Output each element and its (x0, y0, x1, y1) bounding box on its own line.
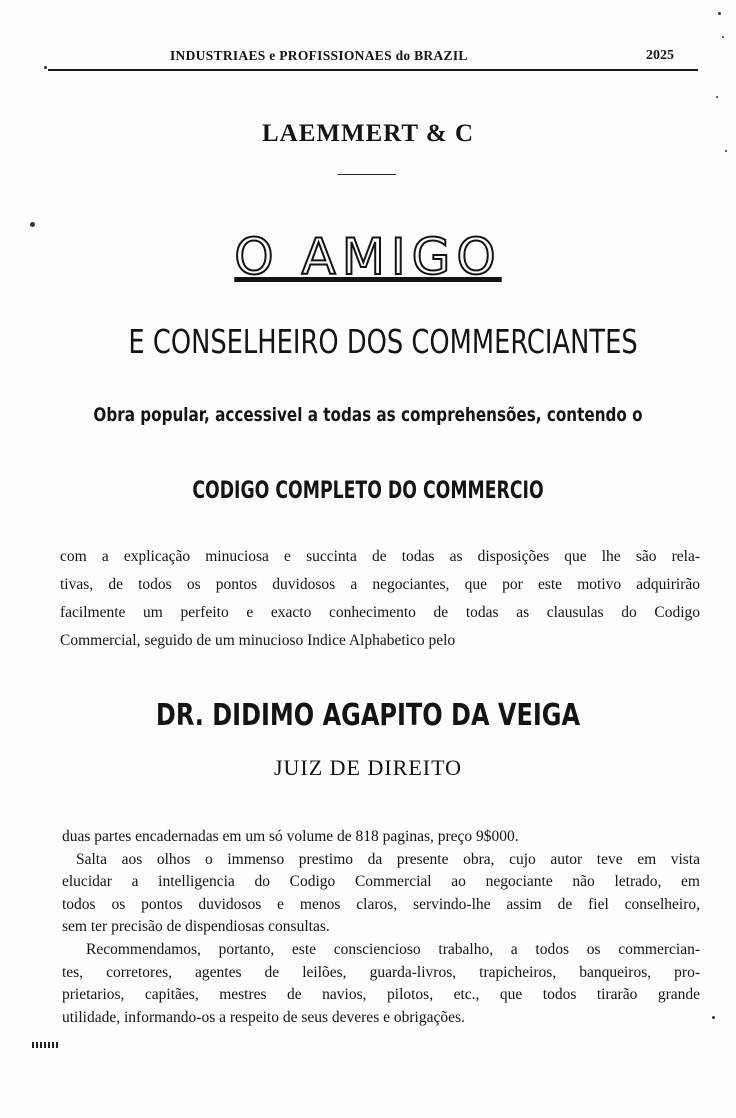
code-title: CODIGO COMPLETO DO COMMERCIO (192, 476, 544, 504)
scan-speck (44, 66, 47, 69)
scan-speck (712, 1016, 715, 1019)
scan-speck (725, 150, 727, 152)
body-line: sem ter precisão de dispendiosas consultas. (62, 918, 330, 936)
scan-speck (716, 96, 718, 98)
scan-mark (32, 1042, 60, 1048)
publisher-divider (338, 174, 396, 175)
book-title: O AMIGO (234, 228, 502, 286)
body-line: prietarios, capitães, mestres de navios, pilotos, etc., que todos tirarão grande (62, 986, 700, 1004)
intro-line: facilmente um perfeito e exacto conhecimento de todas as clausulas do Codigo (60, 604, 700, 621)
body-paragraph (62, 826, 700, 1029)
scan-speck (718, 12, 721, 15)
body-line: utilidade, informando-os a respeito de seus deveres e obrigações. (62, 1008, 465, 1026)
publisher-name: LAEMMERT & C (261, 120, 475, 147)
running-title: INDUSTRIAES e PROFISSIONAES do BRAZIL (170, 48, 468, 63)
body-line: todos os pontos duvidosos e menos claros, servindo-lhe assim de fiel conselheiro, (62, 895, 700, 913)
body-line: elucidar a intelligencia do Codigo Commercial ao negociante não letrado, em (62, 873, 700, 891)
running-header (48, 48, 698, 70)
page-number: 2025 (646, 48, 674, 63)
book-subtitle: E CONSELHEIRO DOS COMMERCIANTES (128, 322, 638, 361)
book-description: Obra popular, accessivel a todas as comprehensões, contendo o (93, 404, 643, 426)
author-name: DR. DIDIMO AGAPITO DA VEIGA (155, 698, 581, 733)
intro-line: tivas, de todos os pontos duvidosos a negociantes, que por este motivo adquirirão (60, 576, 700, 593)
scan-speck (722, 36, 724, 38)
body-line: Salta aos olhos o immenso prestimo da presente obra, cujo autor teve em vista (76, 850, 700, 868)
body-line: tes, corretores, agentes de leilões, guarda-livros, trapicheiros, banqueiros, pro- (62, 963, 700, 981)
intro-line: Commercial, seguido de um minucioso Indice Alphabetico pelo (60, 632, 456, 649)
author-title: JUIZ DE DIREITO (273, 755, 463, 780)
body-line: duas partes encadernadas em um só volume de 818 paginas, preço 9$000. (62, 828, 519, 845)
body-line: Recommendamos, portanto, este consciencioso trabalho, a todos os commercian- (86, 940, 700, 958)
header-rule (48, 69, 698, 71)
scan-speck (30, 222, 35, 227)
intro-paragraph (60, 543, 700, 655)
intro-line: com a explicação minuciosa e succinta de todas as disposições que lhe são rela- (60, 548, 700, 565)
